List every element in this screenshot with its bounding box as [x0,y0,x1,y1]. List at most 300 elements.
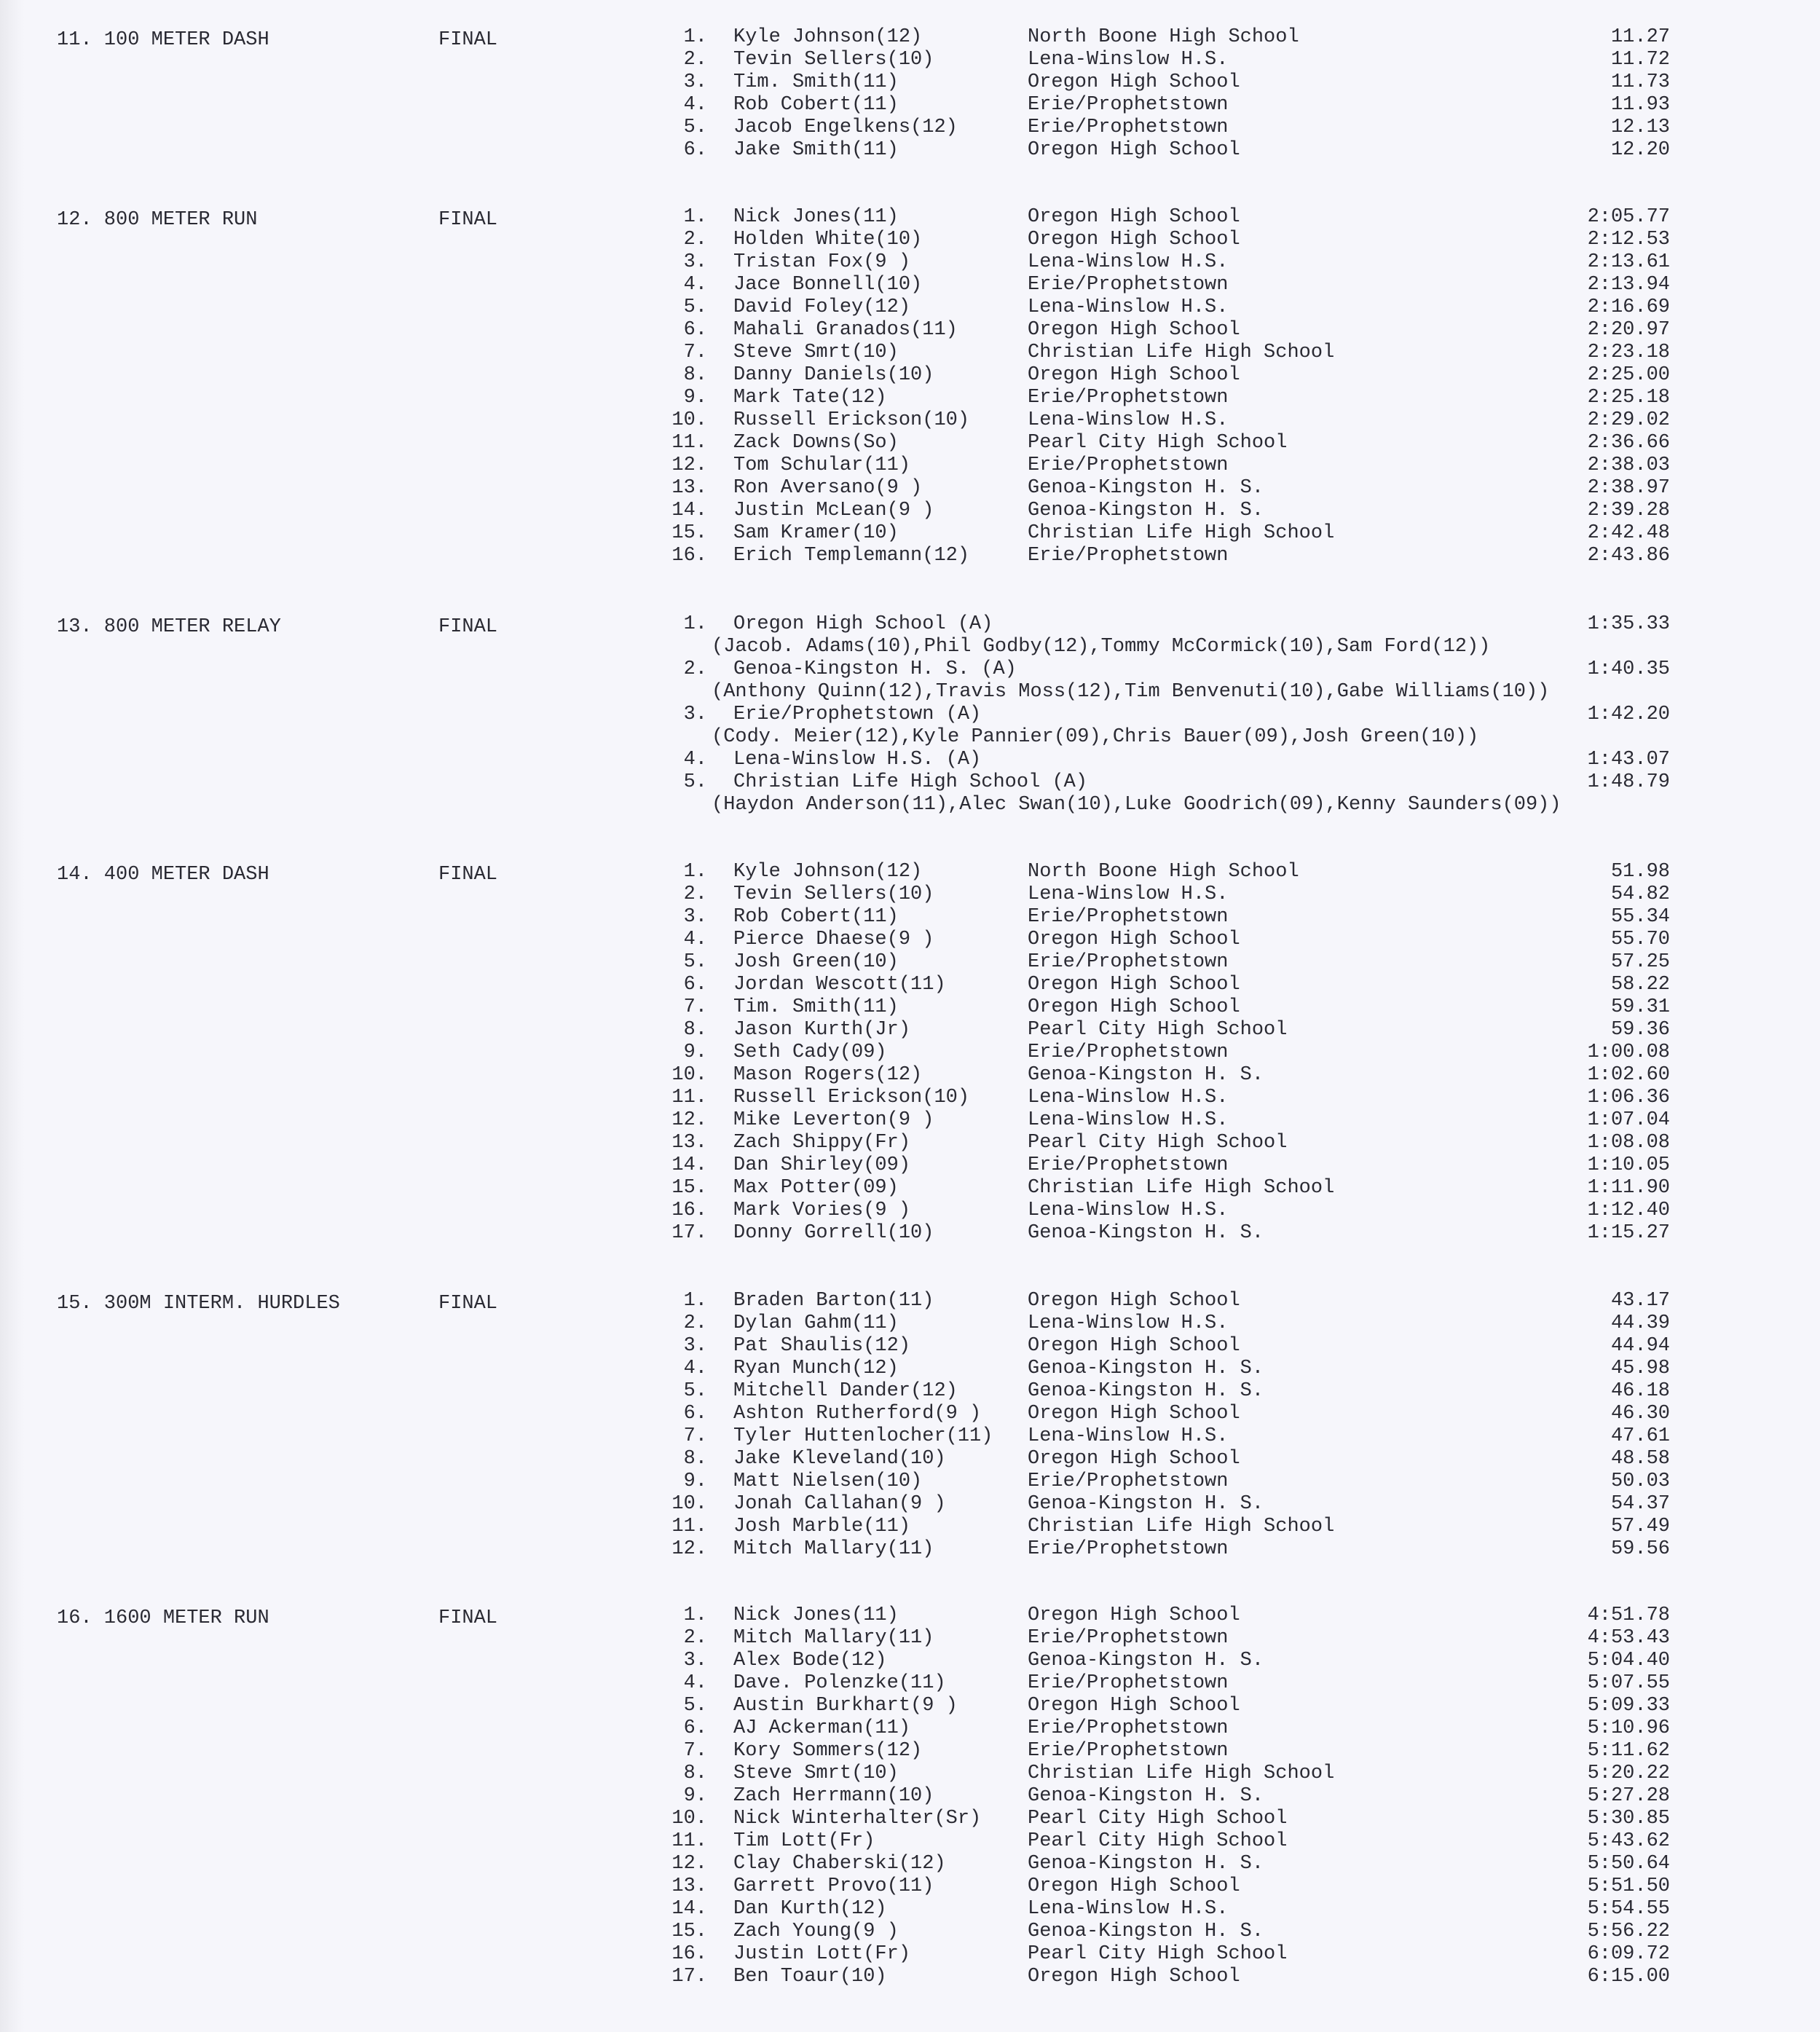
school-name: Erie/Prophetstown [1028,1672,1229,1694]
result-row [0,1516,1820,1538]
result-row [0,613,1820,636]
result-place: 6. [683,1717,707,1739]
result-mark: 1:02.60 [1587,1064,1670,1086]
athlete-name: Nick Winterhalter(Sr) [733,1808,982,1830]
result-mark: 57.25 [1610,951,1670,973]
athlete-name: Kory Sommers(12) [733,1740,923,1762]
relay-members-row [0,681,1820,704]
result-place: 5. [683,1695,707,1717]
athlete-name: Tristan Fox(9 ) [733,251,911,273]
result-mark: 1:42.20 [1587,704,1670,725]
result-place: 8. [683,364,707,386]
relay-members: (Cody. Meier(12),Kyle Pannier(09),Chris Bauer(09),Josh Green(10)) [712,726,1479,748]
athlete-name: Seth Cady(09) [733,1041,887,1063]
school-name: Pearl City High School [1028,1830,1288,1852]
event-round: FINAL [438,29,498,51]
school-name: Erie/Prophetstown [1028,1627,1229,1649]
relay-team-name: Erie/Prophetstown (A) [733,704,982,725]
result-row [0,1290,1820,1312]
athlete-name: Tevin Sellers(10) [733,49,934,71]
result-place: 13. [671,1875,707,1897]
result-place: 2. [683,1312,707,1334]
result-row [0,1380,1820,1403]
result-row [0,771,1820,794]
athlete-name: Nick Jones(11) [733,1604,899,1626]
event-title: 16. 1600 METER RUN [57,1607,269,1629]
school-name: Erie/Prophetstown [1028,1041,1229,1063]
result-place: 16. [671,1943,707,1965]
school-name: Oregon High School [1028,1448,1240,1470]
athlete-name: Donny Gorrell(10) [733,1222,934,1244]
result-place: 1. [683,26,707,48]
school-name: Oregon High School [1028,319,1240,341]
result-row [0,522,1820,545]
result-place: 1. [683,613,707,635]
event-round: FINAL [438,209,498,231]
result-place: 17. [671,1222,707,1244]
result-row [0,1425,1820,1448]
school-name: Christian Life High School [1028,1516,1335,1537]
athlete-name: Kyle Johnson(12) [733,861,923,883]
athlete-name: Jason Kurth(Jr) [733,1019,911,1041]
school-name: Genoa-Kingston H. S. [1028,1380,1264,1402]
result-place: 5. [683,771,707,793]
result-place: 9. [683,1785,707,1807]
result-mark: 2:25.00 [1587,364,1670,386]
result-mark: 48.58 [1610,1448,1670,1470]
result-row [0,454,1820,477]
relay-members: (Haydon Anderson(11),Alec Swan(10),Luke Goodrich(09),Kenny Saunders(09)) [712,794,1561,816]
result-place: 10. [671,1493,707,1515]
result-row [0,545,1820,567]
athlete-name: Josh Marble(11) [733,1516,911,1537]
result-mark: 5:07.55 [1587,1672,1670,1694]
result-row [0,1695,1820,1717]
athlete-name: Dave. Polenzke(11) [733,1672,946,1694]
school-name: Christian Life High School [1028,522,1335,544]
result-place: 12. [671,1538,707,1560]
athlete-name: Jace Bonnell(10) [733,274,923,296]
result-place: 9. [683,387,707,409]
school-name: Genoa-Kingston H. S. [1028,1921,1264,1942]
result-row [0,1785,1820,1808]
school-name: Oregon High School [1028,71,1240,93]
result-mark: 2:16.69 [1587,296,1670,318]
result-row [0,1470,1820,1493]
result-place: 4. [683,1672,707,1694]
result-mark: 5:51.50 [1587,1875,1670,1897]
athlete-name: Ashton Rutherford(9 ) [733,1403,982,1425]
result-mark: 1:40.35 [1587,658,1670,680]
result-mark: 11.27 [1610,26,1670,48]
result-mark: 5:56.22 [1587,1921,1670,1942]
result-row [0,117,1820,139]
result-mark: 5:27.28 [1587,1785,1670,1807]
result-place: 5. [683,296,707,318]
result-row [0,1109,1820,1132]
result-row [0,1943,1820,1966]
school-name: Pearl City High School [1028,1943,1288,1965]
event-round: FINAL [438,864,498,886]
result-row [0,1921,1820,1943]
athlete-name: Russell Erickson(10) [733,409,970,431]
school-name: Oregon High School [1028,996,1240,1018]
school-name: Lena-Winslow H.S. [1028,296,1229,318]
relay-members-row [0,794,1820,816]
school-name: Genoa-Kingston H. S. [1028,500,1264,521]
result-place: 11. [671,1516,707,1537]
result-row [0,1808,1820,1830]
result-mark: 50.03 [1610,1470,1670,1492]
result-place: 3. [683,1650,707,1671]
result-place: 16. [671,545,707,567]
athlete-name: Zach Herrmann(10) [733,1785,934,1807]
event-title: 13. 800 METER RELAY [57,616,281,638]
event-title: 12. 800 METER RUN [57,209,258,231]
school-name: Pearl City High School [1028,1132,1288,1154]
result-mark: 5:50.64 [1587,1853,1670,1875]
school-name: Oregon High School [1028,1335,1240,1357]
athlete-name: Tevin Sellers(10) [733,883,934,905]
result-row [0,1403,1820,1425]
result-row [0,251,1820,274]
result-mark: 5:10.96 [1587,1717,1670,1739]
relay-members-row [0,726,1820,749]
result-mark: 2:05.77 [1587,206,1670,228]
athlete-name: Mark Tate(12) [733,387,887,409]
result-mark: 12.20 [1610,139,1670,161]
result-mark: 11.73 [1610,71,1670,93]
school-name: Oregon High School [1028,974,1240,996]
result-mark: 1:15.27 [1587,1222,1670,1244]
athlete-name: Ben Toaur(10) [733,1966,887,1988]
result-mark: 54.82 [1610,883,1670,905]
result-place: 1. [683,861,707,883]
result-mark: 59.31 [1610,996,1670,1018]
result-mark: 51.98 [1610,861,1670,883]
result-row [0,274,1820,296]
athlete-name: Zack Downs(So) [733,432,899,454]
athlete-name: Pat Shaulis(12) [733,1335,911,1357]
result-place: 3. [683,251,707,273]
result-row [0,139,1820,162]
result-mark: 59.56 [1610,1538,1670,1560]
result-mark: 2:13.61 [1587,251,1670,273]
result-row [0,1019,1820,1041]
school-name: Lena-Winslow H.S. [1028,49,1229,71]
result-mark: 55.34 [1610,906,1670,928]
event-round: FINAL [438,616,498,638]
event-round: FINAL [438,1293,498,1315]
result-mark: 5:09.33 [1587,1695,1670,1717]
athlete-name: Kyle Johnson(12) [733,26,923,48]
athlete-name: Justin McLean(9 ) [733,500,934,521]
school-name: Oregon High School [1028,929,1240,950]
athlete-name: Max Potter(09) [733,1177,899,1199]
athlete-name: Ryan Munch(12) [733,1358,899,1379]
athlete-name: Erich Templemann(12) [733,545,970,567]
athlete-name: Mahali Granados(11) [733,319,958,341]
school-name: Lena-Winslow H.S. [1028,1087,1229,1108]
school-name: Oregon High School [1028,139,1240,161]
result-place: 9. [683,1041,707,1063]
school-name: Lena-Winslow H.S. [1028,409,1229,431]
event-title: 15. 300M INTERM. HURDLES [57,1293,340,1315]
result-row [0,1200,1820,1222]
athlete-name: Tim. Smith(11) [733,996,899,1018]
result-row [0,1335,1820,1358]
result-mark: 2:42.48 [1587,522,1670,544]
result-place: 8. [683,1019,707,1041]
result-mark: 1:35.33 [1587,613,1670,635]
result-place: 1. [683,1604,707,1626]
result-mark: 59.36 [1610,1019,1670,1041]
school-name: Genoa-Kingston H. S. [1028,1064,1264,1086]
result-place: 6. [683,974,707,996]
result-mark: 2:13.94 [1587,274,1670,296]
result-row [0,1853,1820,1875]
result-row [0,500,1820,522]
result-place: 10. [671,1064,707,1086]
athlete-name: Tyler Huttenlocher(11) [733,1425,993,1447]
result-mark: 1:10.05 [1587,1154,1670,1176]
result-place: 12. [671,1853,707,1875]
school-name: Lena-Winslow H.S. [1028,1425,1229,1447]
result-row [0,1717,1820,1740]
athlete-name: Dan Kurth(12) [733,1898,887,1920]
result-row [0,974,1820,996]
result-row [0,206,1820,229]
result-row [0,1966,1820,1988]
result-place: 7. [683,1425,707,1447]
result-mark: 47.61 [1610,1425,1670,1447]
school-name: Erie/Prophetstown [1028,951,1229,973]
school-name: Lena-Winslow H.S. [1028,251,1229,273]
school-name: Erie/Prophetstown [1028,117,1229,138]
result-place: 5. [683,1380,707,1402]
result-place: 2. [683,883,707,905]
athlete-name: Sam Kramer(10) [733,522,899,544]
school-name: Oregon High School [1028,1966,1240,1988]
result-mark: 2:23.18 [1587,342,1670,363]
school-name: Genoa-Kingston H. S. [1028,1650,1264,1671]
result-place: 6. [683,319,707,341]
result-row [0,1312,1820,1335]
school-name: Lena-Winslow H.S. [1028,1200,1229,1221]
school-name: Genoa-Kingston H. S. [1028,1222,1264,1244]
relay-team-name: Oregon High School (A) [733,613,993,635]
result-place: 4. [683,94,707,116]
result-place: 5. [683,951,707,973]
result-place: 8. [683,1763,707,1784]
result-row [0,658,1820,681]
result-place: 6. [683,139,707,161]
result-row [0,1672,1820,1695]
school-name: Oregon High School [1028,1695,1240,1717]
result-mark: 1:11.90 [1587,1177,1670,1199]
athlete-name: Jordan Wescott(11) [733,974,946,996]
relay-members: (Anthony Quinn(12),Travis Moss(12),Tim Benvenuti(10),Gabe Williams(10)) [712,681,1550,703]
result-place: 12. [671,454,707,476]
athlete-name: Mike Leverton(9 ) [733,1109,934,1131]
athlete-name: Jonah Callahan(9 ) [733,1493,946,1515]
result-mark: 2:38.03 [1587,454,1670,476]
athlete-name: Austin Burkhart(9 ) [733,1695,958,1717]
athlete-name: Garrett Provo(11) [733,1875,934,1897]
result-mark: 55.70 [1610,929,1670,950]
result-place: 11. [671,1830,707,1852]
result-place: 12. [671,1109,707,1131]
school-name: Erie/Prophetstown [1028,1154,1229,1176]
athlete-name: David Foley(12) [733,296,911,318]
result-place: 7. [683,1740,707,1762]
athlete-name: Mitch Mallary(11) [733,1538,934,1560]
athlete-name: AJ Ackerman(11) [733,1717,911,1739]
result-mark: 5:30.85 [1587,1808,1670,1830]
result-row [0,26,1820,49]
result-row [0,1740,1820,1763]
result-row [0,1087,1820,1109]
result-place: 3. [683,1335,707,1357]
result-mark: 2:29.02 [1587,409,1670,431]
athlete-name: Dan Shirley(09) [733,1154,911,1176]
result-mark: 5:11.62 [1587,1740,1670,1762]
result-mark: 44.39 [1610,1312,1670,1334]
result-row [0,1493,1820,1516]
result-mark: 1:43.07 [1587,749,1670,771]
school-name: Pearl City High School [1028,432,1288,454]
school-name: Lena-Winslow H.S. [1028,1312,1229,1334]
result-row [0,1538,1820,1561]
result-row [0,1132,1820,1154]
result-place: 7. [683,996,707,1018]
athlete-name: Clay Chaberski(12) [733,1853,946,1875]
result-place: 6. [683,1403,707,1425]
result-row [0,1763,1820,1785]
result-place: 13. [671,1132,707,1154]
school-name: Pearl City High School [1028,1019,1288,1041]
result-mark: 2:12.53 [1587,229,1670,251]
result-place: 2. [683,1627,707,1649]
result-row [0,749,1820,771]
result-row [0,1650,1820,1672]
result-mark: 2:43.86 [1587,545,1670,567]
result-row [0,387,1820,409]
athlete-name: Alex Bode(12) [733,1650,887,1671]
result-place: 1. [683,1290,707,1312]
athlete-name: Justin Lott(Fr) [733,1943,911,1965]
result-mark: 44.94 [1610,1335,1670,1357]
result-place: 10. [671,1808,707,1830]
result-row [0,1064,1820,1087]
school-name: Lena-Winslow H.S. [1028,883,1229,905]
result-place: 4. [683,749,707,771]
school-name: Genoa-Kingston H. S. [1028,1853,1264,1875]
result-mark: 1:06.36 [1587,1087,1670,1108]
result-row [0,94,1820,117]
result-place: 15. [671,1921,707,1942]
result-mark: 54.37 [1610,1493,1670,1515]
result-place: 5. [683,117,707,138]
result-place: 14. [671,1898,707,1920]
school-name: Oregon High School [1028,1290,1240,1312]
result-row [0,906,1820,929]
result-mark: 46.30 [1610,1403,1670,1425]
result-row [0,319,1820,342]
school-name: Pearl City High School [1028,1808,1288,1830]
school-name: Genoa-Kingston H. S. [1028,1358,1264,1379]
result-row [0,996,1820,1019]
school-name: Erie/Prophetstown [1028,1740,1229,1762]
athlete-name: Matt Nielsen(10) [733,1470,923,1492]
result-mark: 2:20.97 [1587,319,1670,341]
school-name: Erie/Prophetstown [1028,906,1229,928]
school-name: Erie/Prophetstown [1028,454,1229,476]
result-mark: 2:36.66 [1587,432,1670,454]
result-place: 11. [671,432,707,454]
result-mark: 58.22 [1610,974,1670,996]
result-row [0,704,1820,726]
result-mark: 5:43.62 [1587,1830,1670,1852]
school-name: Genoa-Kingston H. S. [1028,1493,1264,1515]
result-mark: 1:08.08 [1587,1132,1670,1154]
result-place: 15. [671,1177,707,1199]
result-row [0,229,1820,251]
result-place: 1. [683,206,707,228]
athlete-name: Tim. Smith(11) [733,71,899,93]
result-row [0,929,1820,951]
relay-team-name: Christian Life High School (A) [733,771,1088,793]
school-name: Christian Life High School [1028,1177,1335,1199]
school-name: Oregon High School [1028,1604,1240,1626]
result-mark: 1:07.04 [1587,1109,1670,1131]
result-mark: 11.93 [1610,94,1670,116]
athlete-name: Mason Rogers(12) [733,1064,923,1086]
result-mark: 43.17 [1610,1290,1670,1312]
athlete-name: Tim Lott(Fr) [733,1830,875,1852]
athlete-name: Rob Cobert(11) [733,94,899,116]
result-place: 2. [683,49,707,71]
result-mark: 6:15.00 [1587,1966,1670,1988]
result-place: 14. [671,1154,707,1176]
result-row [0,1358,1820,1380]
athlete-name: Jake Kleveland(10) [733,1448,946,1470]
school-name: Erie/Prophetstown [1028,274,1229,296]
result-place: 8. [683,1448,707,1470]
athlete-name: Zach Shippy(Fr) [733,1132,911,1154]
result-place: 10. [671,409,707,431]
athlete-name: Danny Daniels(10) [733,364,934,386]
school-name: Erie/Prophetstown [1028,1470,1229,1492]
result-mark: 1:00.08 [1587,1041,1670,1063]
result-mark: 1:12.40 [1587,1200,1670,1221]
result-place: 13. [671,477,707,499]
result-row [0,296,1820,319]
result-row [0,1830,1820,1853]
result-place: 15. [671,522,707,544]
athlete-name: Zach Young(9 ) [733,1921,899,1942]
result-place: 3. [683,71,707,93]
athlete-name: Rob Cobert(11) [733,906,899,928]
result-row [0,1448,1820,1470]
result-place: 4. [683,929,707,950]
result-place: 3. [683,906,707,928]
result-mark: 5:54.55 [1587,1898,1670,1920]
result-mark: 12.13 [1610,117,1670,138]
result-row [0,1177,1820,1200]
result-mark: 46.18 [1610,1380,1670,1402]
result-place: 17. [671,1966,707,1988]
